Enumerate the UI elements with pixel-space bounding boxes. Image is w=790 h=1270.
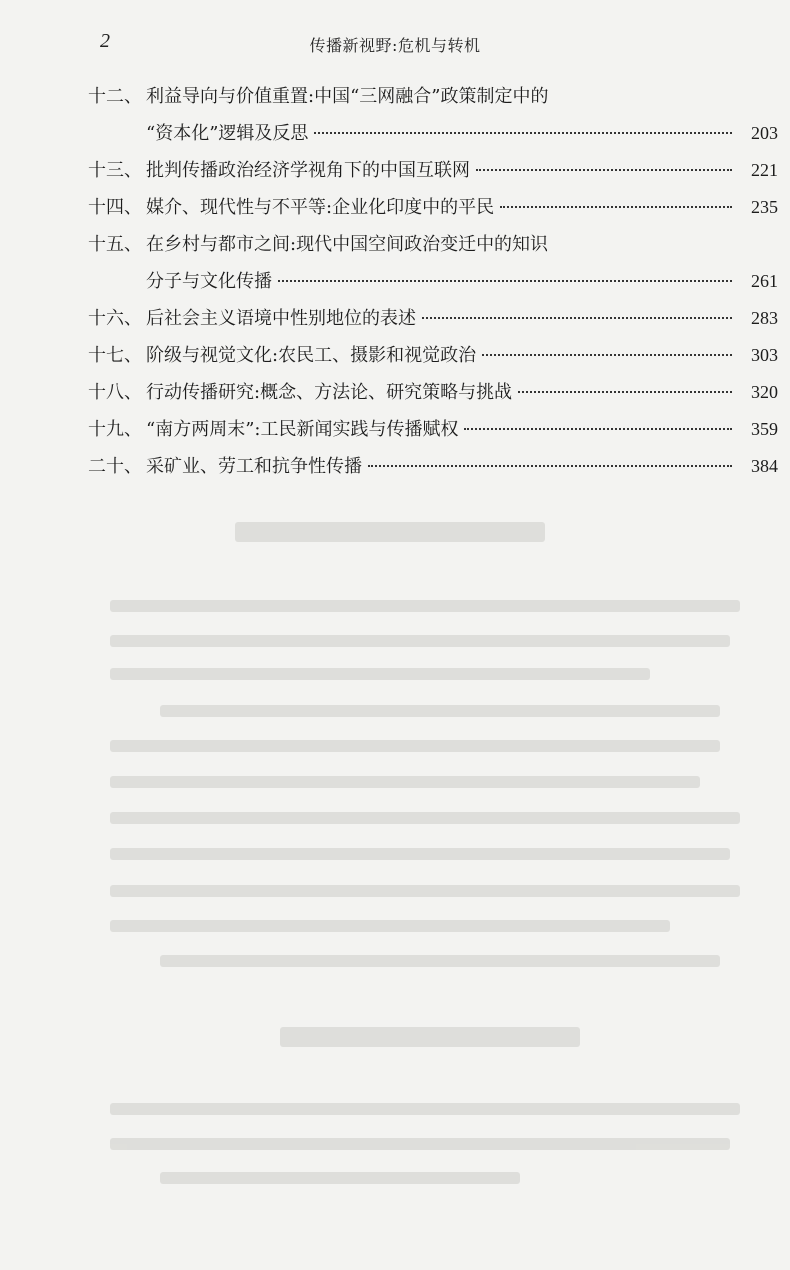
toc-page-number: 359 xyxy=(751,419,778,439)
toc-leader-dots xyxy=(278,280,732,282)
toc-entry-title: “资本化”逻辑及反思 xyxy=(146,123,309,144)
toc-entry-title: 采矿业、劳工和抗争性传播 xyxy=(146,456,362,477)
toc-entry-title: 批判传播政治经济学视角下的中国互联网 xyxy=(146,160,470,181)
toc-leader-dots xyxy=(518,391,732,393)
toc-entry-line xyxy=(88,119,778,156)
toc-entry-number: 十六、 xyxy=(88,308,142,329)
toc-entry-number: 十七、 xyxy=(88,345,142,366)
toc-leader-dots xyxy=(476,169,732,171)
toc-entry-title: 利益导向与价值重置:中国“三网融合”政策制定中的 xyxy=(146,86,549,107)
toc-entry-number: 十五、 xyxy=(88,234,142,255)
toc-entry-title: 分子与文化传播 xyxy=(146,271,272,292)
toc-entry-line xyxy=(88,193,778,230)
toc-entry-line xyxy=(88,378,778,415)
toc-page-number: 235 xyxy=(751,197,778,217)
toc-entry-number: 十九、 xyxy=(88,419,142,440)
page-number: 2 xyxy=(100,30,110,52)
toc-entry-title: 行动传播研究:概念、方法论、研究策略与挑战 xyxy=(146,382,513,403)
toc-page-number: 261 xyxy=(751,271,778,291)
toc-leader-dots xyxy=(482,354,732,356)
toc-page-number: 384 xyxy=(751,456,778,476)
toc-entry-title: “南方两周末”:工民新闻实践与传播赋权 xyxy=(146,419,459,440)
toc-leader-dots xyxy=(422,317,732,319)
toc-page-number: 320 xyxy=(751,382,778,402)
toc-page-number: 283 xyxy=(751,308,778,328)
toc-entry-number: 十四、 xyxy=(88,197,142,218)
toc-leader-dots xyxy=(314,132,732,134)
toc-entry-line xyxy=(88,452,778,489)
toc-leader-dots xyxy=(464,428,732,430)
table-of-contents xyxy=(88,82,778,489)
toc-leader-dots xyxy=(500,206,732,208)
toc-page-number: 203 xyxy=(751,123,778,143)
toc-entry-line xyxy=(88,82,778,119)
toc-entry-number: 十二、 xyxy=(88,86,142,107)
toc-entry-title: 后社会主义语境中性别地位的表述 xyxy=(146,308,416,329)
toc-leader-dots xyxy=(368,465,732,467)
toc-entry-line xyxy=(88,304,778,341)
toc-entry-line xyxy=(88,230,778,267)
toc-page-number: 221 xyxy=(751,160,778,180)
toc-entry-number: 十三、 xyxy=(88,160,142,181)
toc-entry-line xyxy=(88,415,778,452)
toc-page-number: 303 xyxy=(751,345,778,365)
bleed-through-texture xyxy=(0,500,790,1270)
toc-entry-line xyxy=(88,156,778,193)
running-title: 传播新视野:危机与转机 xyxy=(309,36,481,55)
toc-entry-title: 媒介、现代性与不平等:企业化印度中的平民 xyxy=(146,197,495,218)
toc-entry-title: 在乡村与都市之间:现代中国空间政治变迁中的知识 xyxy=(146,234,549,255)
toc-entry-title: 阶级与视觉文化:农民工、摄影和视觉政治 xyxy=(146,345,477,366)
toc-entry-number: 十八、 xyxy=(88,382,142,403)
toc-entry-line xyxy=(88,267,778,304)
toc-entry-line xyxy=(88,341,778,378)
toc-entry-number: 二十、 xyxy=(88,456,142,477)
